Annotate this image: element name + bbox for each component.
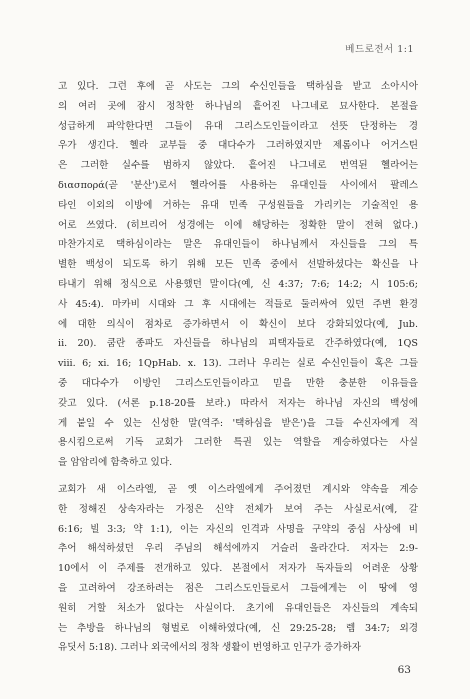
text-line: 고 있다. 그런 후에 곧 사도는 그의 수신인들을 택하심을 받고 소아시아 (58, 81, 418, 92)
text-line: 용시킴으로써 기독 교회가 그러한 특권 있는 역할을 계승하였다는 사실 (58, 437, 418, 449)
text-line: 추어 해석하셨던 우리 주님의 해석에까지 거슬러 올라간다. 저자는 2:9- (58, 543, 418, 555)
paragraph-2 (58, 480, 418, 658)
text-line: 우가 생긴다. 헬라 교부들 중 대다수가 그러하였지만 제롬이나 어거스틴 (58, 140, 418, 152)
text-line: 게 붙일 수 있는 신성한 말(역주: '택하심을 받은')을 그들 수신자에게 적 (58, 417, 418, 429)
text-line: 는 추방을 하나님의 형벌로 이해하였다(예, 신 29:25-28; 렘 34:7; 외경 (58, 622, 418, 634)
text-line: 원히 거할 처소가 없다는 사실이다. 초기에 유대인들은 자신들의 계속되 (58, 602, 418, 614)
text-line: 중 대다수가 이방인 그리스도인들이라고 믿을 만한 충분한 이유들을 (58, 377, 418, 389)
text-line: 유딧서 5:18). 그러나 외국에서의 정착 생활이 번영하고 인구가 증가하자 (58, 642, 361, 654)
page-number: 63 (397, 664, 411, 676)
text-line: 갖고 있다. (서론 p.18-20를 보라.) 따라서 저자는 하나님 자신의 백성에 (58, 397, 418, 409)
text-line: 6:16; 빌 3:3; 약 1:1), 이는 자신의 인격과 사명을 구약의 중심 사상에 비 (58, 523, 418, 535)
text-line: 을 암암리에 함축하고 있다. (58, 457, 173, 469)
paragraph-1 (58, 77, 418, 473)
text-line: 타내기 위해 정식으로 사용했던 말이다(예, 신 4:37; 7:6; 14:2; 시 105:6; (58, 278, 418, 290)
text-line: 별한 백성이 되도록 하기 위해 모든 민족 중에서 선발하셨다는 확신을 나 (58, 259, 418, 271)
text-line: 어로 쓰였다. (히브리어 성경에는 이에 해당하는 정확한 말이 전혀 없다.) (58, 219, 418, 231)
text-line: ii. 20). 쿰란 종파도 자신들을 하나님의 피택자들로 간주하였다(예, 1QS (58, 338, 418, 350)
text-line: 에 대한 의식이 점차로 증가하면서 이 확신이 보다 강화되었다(예, Jub. (58, 318, 418, 330)
text-line: 10에서 이 주제를 전개하고 있다. 본절에서 저자가 독자들의 어려운 상황 (58, 563, 418, 575)
text-line: 을 고려하여 강조하려는 점은 그리스도인들로서 그들에게는 이 땅에 영 (58, 582, 418, 594)
text-line: 사 45:4). 마카비 시대와 그 후 시대에는 적들로 둘러싸여 있던 주변 환경 (58, 298, 418, 310)
text-line: 의 여러 곳에 잠시 정착한 하나님의 흩어진 나그네로 묘사한다. 본절을 (58, 100, 418, 112)
text-line: 교회가 새 이스라엘, 곧 옛 이스라엘에게 주어졌던 계시와 약속을 계승 (58, 483, 418, 495)
text-line: 은 그러한 실수를 범하지 않았다. 흩어진 나그네로 번역된 헬라어는 (58, 160, 418, 172)
text-line: 성급하게 파악한다면 그들이 유대 그리스도인들이라고 선뜻 단정하는 경 (58, 120, 418, 132)
text-line: 마찬가지로 택하심이라는 말은 유대인들이 하나님께서 자신들을 그의 특 (58, 239, 418, 251)
text-line: διασπορά(곧 '분산')로서 헬라어를 사용하는 유대인들 사이에서 팔레스 (58, 179, 418, 191)
text-line: viii. 6; xi. 16; 1QpHab. x. 13). 그러나 우리는 실로 수신인들이 혹은 그들 (58, 358, 418, 370)
body-text (58, 77, 418, 658)
text-line: 타인 이외의 이방에 거하는 유대 민족 구성원들을 가리키는 기술적인 용 (58, 199, 418, 211)
text-line: 한 정해진 상속자라는 가정은 신약 전체가 보여 주는 사실로서(예, 갈 (58, 503, 418, 515)
running-header: 베드로전서 1:1 (345, 44, 414, 55)
